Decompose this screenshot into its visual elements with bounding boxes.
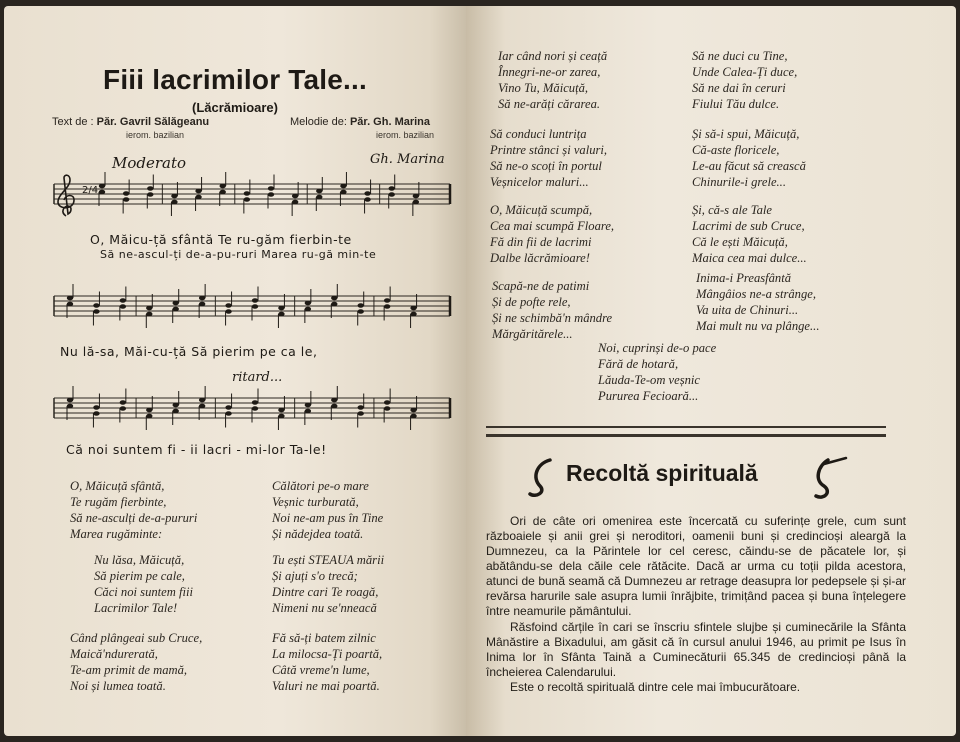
poem-final-stanza — [598, 340, 716, 404]
verse-line: Vino Tu, Măicuță, — [498, 81, 589, 95]
verse-line: O, Măicuță scumpă, — [490, 203, 593, 217]
verse-line: O, Măicuță sfântă, — [70, 479, 165, 493]
note-head — [305, 301, 311, 306]
verse-line: Mărgăritărele... — [492, 327, 573, 341]
note-head — [199, 296, 205, 301]
song-title: Fiii lacrimilor Tale... — [103, 64, 367, 95]
verse-line: Și nădejdea toată. — [272, 527, 364, 541]
note-head — [305, 403, 311, 408]
note-head — [413, 194, 419, 199]
ritard-mark: ritard... — [232, 370, 283, 385]
note-head — [67, 296, 73, 301]
note-head — [331, 302, 337, 307]
verse-line: Noi ne-am pus în Tine — [272, 511, 384, 525]
verse-line: Fă din fii de lacrimi — [490, 235, 592, 249]
verse-line: Nimeni nu se'nneacă — [272, 601, 377, 615]
verse-line: Veșnic turburată, — [272, 495, 359, 509]
verse-line: Să conduci luntrița — [490, 127, 587, 141]
note-head — [199, 398, 205, 403]
note-head — [410, 312, 416, 317]
note-head — [146, 312, 152, 317]
note-head — [244, 191, 250, 196]
note-head — [120, 400, 126, 405]
note-head — [331, 398, 337, 403]
lyrics-line-3: Că noi suntem fi - ii lacri - mi-lor Ta-le! — [66, 442, 327, 457]
text-credit — [52, 116, 209, 128]
verse-line: Că le ești Măicuță, — [692, 235, 788, 249]
staff-system-2 — [50, 284, 460, 344]
verse-line: Că-aste floricele, — [692, 143, 780, 157]
note-head — [225, 303, 231, 308]
note-head — [225, 309, 231, 314]
stanza-col1-2 — [80, 552, 193, 616]
verse-line: Te rugăm fierbinte, — [70, 495, 167, 509]
note-head — [67, 404, 73, 409]
note-head — [292, 194, 298, 199]
verse-line: Unde Calea-Ți duce, — [692, 65, 798, 79]
stanza-col1-3 — [70, 630, 202, 694]
note-head — [278, 306, 284, 311]
note-head — [93, 303, 99, 308]
verse-line: Să ne-asculți de-a-pururi — [70, 511, 198, 525]
time-signature: 2/4 — [82, 185, 99, 196]
note-head — [93, 309, 99, 314]
treble-clef — [58, 175, 74, 216]
note-head — [364, 197, 370, 202]
note-head — [123, 197, 129, 202]
left-page — [4, 6, 466, 736]
note-head — [252, 298, 258, 303]
verse-line: Maica cea mai dulce... — [692, 251, 807, 265]
verse-line: Lacrimi de sub Cruce, — [692, 219, 805, 233]
verse-line: Dalbe lăcrămioare! — [490, 251, 590, 265]
verse-line: Inima-i Preasfântă — [696, 271, 792, 285]
note-head — [292, 200, 298, 205]
lyrics-line-2: Nu lă-sa, Măi-cu-ță Să pierim pe ca le, — [60, 344, 318, 359]
verse-line: Și ne schimbă'n mândre — [492, 311, 613, 325]
verse-line: Va uita de Chinuri... — [696, 303, 799, 317]
article-paragraph-2: Răsfoind cărțile în cari se înscriu sfintele slujbe și cuminecările la Sfânta Mânăstire a Bixadului, am găsit că în cursul anului 1946, au primit pe Isus în Inima lor în Sfânta Taină a Cuminecăturii 65.345 de credincioși până la încheierea Calendarului. — [486, 620, 906, 679]
staff-system-1 — [50, 172, 460, 232]
tempo-mark: Moderato — [112, 154, 187, 172]
poem-col1-2 — [490, 126, 607, 190]
divider-rule-bottom — [486, 434, 886, 437]
note-head — [331, 296, 337, 301]
stanza-col2-2 — [272, 552, 384, 616]
note-head — [220, 184, 226, 189]
note-head — [358, 303, 364, 308]
text-credit-author: Păr. Gavril Sălăgeanu — [96, 116, 210, 128]
divider-rule-top — [486, 426, 886, 428]
note-head — [93, 411, 99, 416]
note-head — [225, 411, 231, 416]
verse-line: Călători pe-o mare — [272, 479, 369, 493]
verse-line: Înnegri-ne-or zarea, — [498, 65, 601, 79]
note-head — [146, 414, 152, 419]
note-head — [120, 304, 126, 309]
note-head — [99, 190, 105, 195]
note-head — [99, 184, 105, 189]
note-head — [305, 409, 311, 414]
note-head — [268, 186, 274, 191]
verse-line: Și ajuți s'o trecă; — [272, 569, 358, 583]
verse-line: Și, că-s ale Tale — [692, 203, 772, 217]
verse-line: Noi, cuprinși de-o pace — [598, 341, 717, 355]
note-head — [147, 192, 153, 197]
note-head — [199, 404, 205, 409]
verse-line: Lăuda-Te-om veșnic — [598, 373, 701, 387]
note-head — [384, 304, 390, 309]
note-head — [252, 400, 258, 405]
verse-line: Să pierim pe cale, — [94, 569, 185, 583]
verse-line: Lacrimilor Tale! — [94, 601, 178, 615]
poem-col2-2 — [692, 126, 806, 190]
note-head — [195, 189, 201, 194]
note-head — [199, 302, 205, 307]
verse-line: Nu lăsa, Măicuță, — [94, 553, 185, 567]
note-head — [252, 406, 258, 411]
melody-credit-role: ierom. bazilian — [376, 130, 435, 140]
verse-line: Pururea Fecioară... — [598, 389, 699, 403]
note-head — [67, 302, 73, 307]
verse-line: Tu ești STEAUA mării — [272, 553, 385, 567]
verse-line: Să ne dai în ceruri — [692, 81, 786, 95]
poem-col2-3 — [692, 202, 807, 266]
note-head — [120, 406, 126, 411]
note-head — [146, 306, 152, 311]
poem-col2-4 — [696, 270, 819, 334]
note-head — [67, 398, 73, 403]
note-head — [340, 190, 346, 195]
verse-line: Fără de hotară, — [598, 357, 679, 371]
note-head — [173, 307, 179, 312]
note-head — [389, 186, 395, 191]
note-head — [244, 197, 250, 202]
verse-line: Veșnicelor maluri... — [490, 175, 589, 189]
note-head — [146, 408, 152, 413]
melody-credit — [290, 116, 430, 128]
note-head — [120, 298, 126, 303]
note-head — [278, 408, 284, 413]
verse-line: Maică'ndurerată, — [70, 647, 158, 661]
verse-line: Fă să-ți batem zilnic — [272, 631, 376, 645]
verse-line: Printre stânci și valuri, — [490, 143, 608, 157]
song-subtitle: (Lăcrămioare) — [192, 100, 278, 115]
verse-line: Să ne-arăți cărarea. — [498, 97, 601, 111]
note-head — [252, 304, 258, 309]
verse-line: Căci noi suntem fiii — [94, 585, 193, 599]
composer-signature: Gh. Marina — [370, 152, 445, 167]
verse-line: Când plângeai sub Cruce, — [70, 631, 203, 645]
poem-col1-4 — [492, 278, 612, 342]
stanza-col2-3 — [272, 630, 382, 694]
note-head — [278, 414, 284, 419]
music-score — [50, 144, 460, 464]
note-head — [389, 192, 395, 197]
note-head — [123, 191, 129, 196]
note-head — [305, 307, 311, 312]
verse-line: Cea mai scumpă Floare, — [490, 219, 615, 233]
note-head — [340, 184, 346, 189]
note-head — [173, 409, 179, 414]
note-head — [316, 189, 322, 194]
note-head — [384, 400, 390, 405]
poem-col2-1 — [692, 48, 797, 112]
text-credit-label: Text de : — [52, 116, 94, 128]
lyrics-line-1: O, Măicu-ță sfântă Te ru-găm fierbin-te — [90, 232, 352, 247]
note-head — [278, 312, 284, 317]
verse-line: Mângâios ne-a strânge, — [696, 287, 816, 301]
article-heading: Recoltă spirituală — [566, 460, 758, 486]
poem-col1-1 — [498, 48, 607, 112]
verse-line: Să ne-o scoți în portul — [490, 159, 602, 173]
stanza-col1-1 — [70, 478, 197, 542]
verse-line: Să ne duci cu Tine, — [692, 49, 788, 63]
note-head — [410, 408, 416, 413]
verse-line: Câtă vreme'n lume, — [272, 663, 370, 677]
verse-line: Noi și lumea toată. — [70, 679, 166, 693]
note-head — [173, 301, 179, 306]
note-head — [268, 192, 274, 197]
verse-line: Scapă-ne de patimi — [492, 279, 590, 293]
note-head — [173, 403, 179, 408]
lyrics-line-1b: Să ne-ascul-ți de-a-pu-ruri Marea ru-gă min-te — [100, 248, 377, 261]
verse-line: Le-au făcut să crească — [692, 159, 806, 173]
verse-line: Mai mult nu va plânge... — [696, 319, 820, 333]
verse-line: Fiului Tău dulce. — [692, 97, 780, 111]
note-head — [358, 309, 364, 314]
note-head — [384, 406, 390, 411]
note-head — [171, 194, 177, 199]
stanza-col2-1 — [272, 478, 383, 542]
note-head — [410, 414, 416, 419]
verse-line: La milocsa-Ți poartă, — [272, 647, 383, 661]
note-head — [358, 405, 364, 410]
verse-line: Marea rugăminte: — [70, 527, 163, 541]
note-head — [331, 404, 337, 409]
note-head — [364, 191, 370, 196]
poem-col1-3 — [490, 202, 614, 266]
note-head — [93, 405, 99, 410]
note-head — [171, 200, 177, 205]
note-head — [410, 306, 416, 311]
note-head — [316, 195, 322, 200]
article-paragraph-3: Este o recoltă spirituală dintre cele mai îmbucurătoare. — [510, 680, 801, 694]
verse-line: Dintre cari Te roagă, — [272, 585, 379, 599]
staff-system-3 — [50, 386, 460, 446]
verse-line: Valuri ne mai poartă. — [272, 679, 380, 693]
right-page — [466, 6, 956, 736]
verse-line: Și să-i spui, Măicuță, — [692, 127, 800, 141]
text-credit-role: ierom. bazilian — [126, 130, 185, 140]
verse-line: Te-am primit de mamă, — [70, 663, 188, 677]
note-head — [384, 298, 390, 303]
article-paragraph-1: Ori de câte ori omenirea este încercată cu suferințe grele, cum sunt războaiele și anii grei și neroditori, oamenii buni și credincioși aleargă la Dumnezeu, ca la Părintele lor cel ceresc, căindu-se de păcatele lor, și abătându-se dela căile cele rătăcite. Dacă ar urma cu toții pilda acestora, atunci de bună seamă că Dumnezeu ar retrage deasupra lor pedepsele și și-ar revărsa harurile sale asupra lumii înrăjbite, trimițând pacea și buna înțelegere între neamurile pământului. — [486, 514, 906, 618]
note-head — [358, 411, 364, 416]
note-head — [220, 190, 226, 195]
melody-credit-label: Melodie de: — [290, 116, 347, 128]
verse-line: Chinurile-i grele... — [692, 175, 786, 189]
note-head — [147, 186, 153, 191]
verse-line: Iar când nori și ceață — [498, 49, 608, 63]
note-head — [195, 195, 201, 200]
note-head — [413, 200, 419, 205]
note-head — [225, 405, 231, 410]
melody-credit-author: Păr. Gh. Marina — [349, 116, 431, 128]
verse-line: Și de pofte rele, — [492, 295, 571, 309]
